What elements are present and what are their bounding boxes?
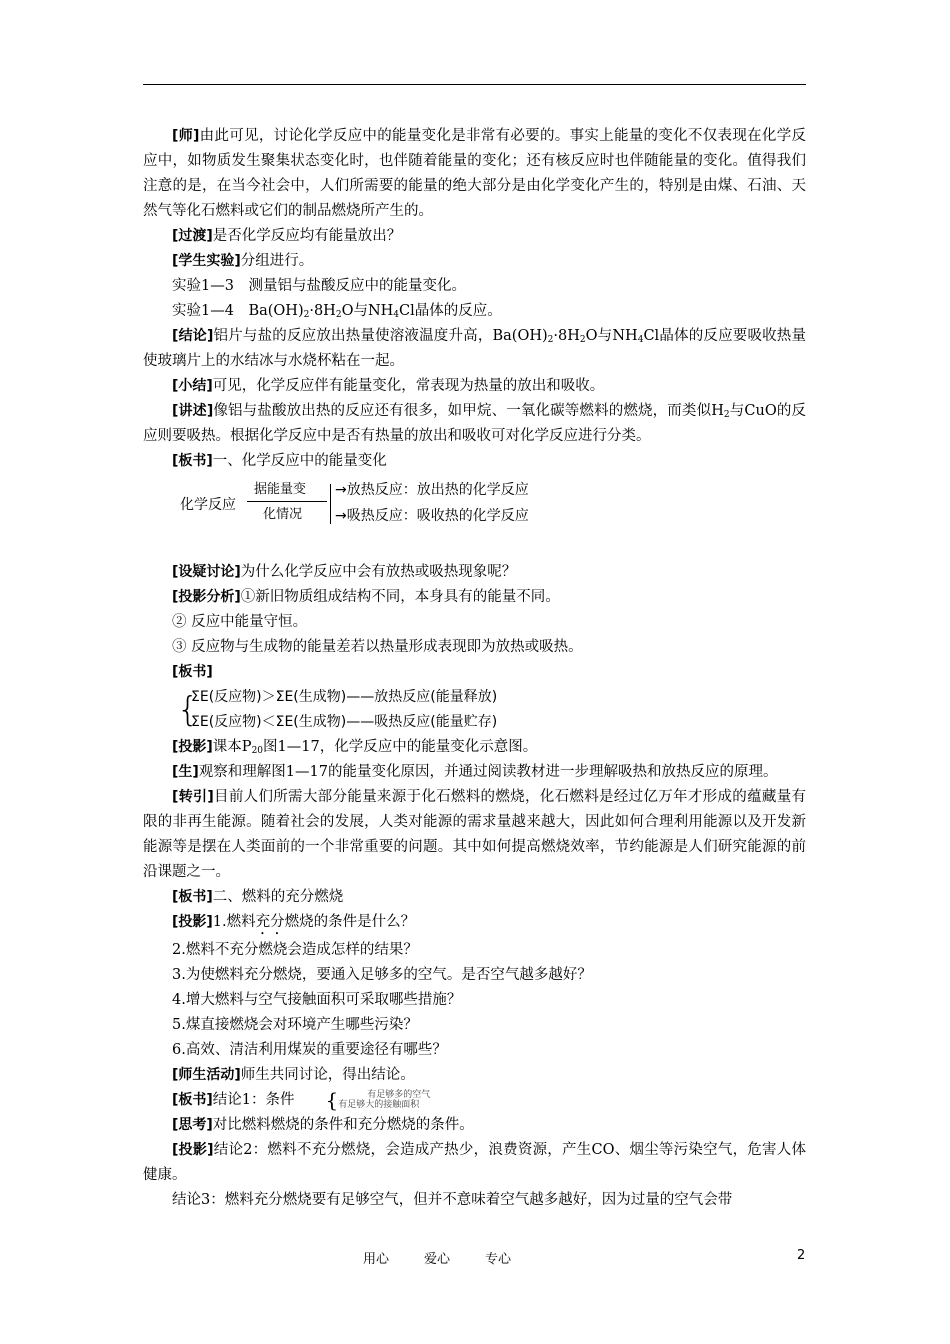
tag: [板书] — [172, 889, 213, 905]
para-text: 为什么化学反应中会有放热或吸热现象呢？ — [240, 564, 517, 580]
para-board-1 — [143, 449, 806, 474]
para-text: 结论2：燃料不充分燃烧，会造成产热少，浪费资源，产生CO、烟尘等污染空气，危害人体健康。 — [143, 1142, 806, 1183]
conditions-brace — [297, 1090, 431, 1110]
left-brace-icon: { — [177, 690, 199, 730]
para-text: 可见，化学反应伴有能量变化，常表现为热量的放出和吸收。 — [212, 378, 605, 394]
tag: [生] — [172, 764, 199, 780]
tag: [投影] — [172, 1142, 214, 1158]
para-text: 分组进行。 — [240, 253, 314, 269]
subscript: 2 — [579, 335, 586, 345]
subscript: 2 — [723, 410, 730, 420]
para-student-experiment — [143, 249, 806, 274]
text-run: Cl晶体的反应。 — [399, 303, 502, 319]
para-conclusion-3 — [143, 1188, 806, 1213]
header-rule — [143, 84, 806, 85]
question-3 — [143, 963, 806, 988]
reaction-classification-diagram — [143, 476, 806, 538]
text-run: O与NH — [585, 328, 638, 344]
para-think — [143, 1113, 806, 1138]
para-question — [143, 560, 806, 585]
para-text: ③ 反应物与生成物的能量差若以热量形成表现即为放热或吸热。 — [172, 639, 583, 655]
para-lecture — [143, 399, 806, 449]
condition-2: 有足够大的接触面积 — [338, 1100, 420, 1110]
tag: [板书] — [172, 1092, 213, 1108]
para-activity — [143, 1063, 806, 1088]
para-teacher — [143, 124, 806, 224]
para-experiment-1-4 — [143, 299, 806, 324]
para-text: 实验1—3 测量铝与盐酸反应中的能量变化。 — [172, 278, 466, 294]
para-board-3 — [143, 885, 806, 910]
para-text: 结论1：条件 — [212, 1092, 295, 1108]
para-board-conclusion-1 — [143, 1088, 806, 1113]
tag: [思考] — [172, 1117, 213, 1133]
para-analysis-3 — [143, 635, 806, 660]
para-projection-questions — [143, 910, 806, 938]
para-text: 是否化学反应均有能量放出？ — [212, 228, 402, 244]
para-transfer — [143, 785, 806, 885]
para-text: 由此可见，讨论化学反应中的能量变化是非常有必要的。事实上能量的变化不仅表现在化学反应中，如物质发生聚集状态变化时，也伴随着能量的变化；还有核反应时也伴随能量的变化。值得我们注意的是，在当今社会中，人们所需要的能量的绝大部分是由化学变化产生的，特别是由煤、石油、天然气等化石燃料或它们的制品燃烧所产生的。 — [143, 128, 806, 219]
footer-motto-3: 专心 — [485, 1252, 512, 1267]
para-text: 4.增大燃料与空气接触面积可采取哪些措施？ — [172, 992, 462, 1008]
classification-branch-exothermic: →放热反应：放出热的化学反应 — [335, 482, 529, 498]
para-text: 5.煤直接燃烧会对环境产生哪些污染？ — [172, 1017, 418, 1033]
page-number: 2 — [797, 1248, 806, 1263]
para-experiment-1-3 — [143, 274, 806, 299]
text-run: 1.燃料 — [212, 914, 256, 930]
para-projection-analysis — [143, 585, 806, 610]
classification-branch-endothermic: →吸热反应：吸收热的化学反应 — [335, 508, 529, 524]
para-text: 师生共同讨论，得出结论。 — [240, 1067, 415, 1083]
para-text: 二、燃料的充分燃烧 — [212, 889, 344, 905]
subscript: 4 — [393, 310, 400, 320]
subscript: 2 — [303, 310, 310, 320]
tag: [投影] — [172, 739, 213, 755]
left-brace-icon: { — [325, 1088, 339, 1112]
para-text: ①新旧物质组成结构不同，本身具有的能量不同。 — [240, 589, 560, 605]
tag: [师] — [172, 128, 200, 144]
text-run: 与CuO的反应则要吸热。根据化学反应中是否有热量的放出和吸收可对化学反应进行分类。 — [143, 403, 807, 444]
tag: [投影] — [172, 914, 213, 930]
tag: [小结] — [172, 378, 213, 394]
question-6 — [143, 1038, 806, 1063]
para-transition — [143, 224, 806, 249]
classification-condition-bottom: 化情况 — [263, 507, 303, 522]
para-conclusion — [143, 324, 806, 374]
tag: [讲述] — [172, 403, 214, 419]
tag: [师生活动] — [172, 1067, 241, 1083]
tag: [转引] — [172, 789, 214, 805]
footer-motto-1: 用心 — [363, 1252, 390, 1267]
para-student — [143, 760, 806, 785]
classification-condition-top: 据能量变 — [254, 482, 307, 497]
classification-bracket — [330, 484, 331, 524]
para-text: 2.燃料不充分燃烧会造成怎样的结果？ — [172, 942, 418, 958]
text-run: 课本P — [212, 739, 252, 755]
subscript: 4 — [637, 335, 644, 345]
text-run: 像铝与盐酸放出热的反应还有很多，如甲烷、一氧化碳等燃料的燃烧，而类似H — [213, 403, 724, 419]
condition-1: 有足够多的空气 — [367, 1090, 431, 1100]
para-text: 一、化学反应中的能量变化 — [212, 453, 387, 469]
tag: [设疑讨论] — [172, 564, 241, 580]
subscript: 2 — [547, 335, 554, 345]
question-4 — [143, 988, 806, 1013]
question-5 — [143, 1013, 806, 1038]
tag: [板书] — [172, 664, 213, 680]
para-text: 结论3：燃料充分燃烧要有足够空气，但并不意味着空气越多越好，因为过量的空气会带 — [172, 1192, 733, 1208]
text-run: ·8H — [553, 328, 580, 344]
para-text: ② 反应中能量守恒。 — [172, 614, 308, 630]
tag: [学生实验] — [172, 253, 241, 269]
para-text: 观察和理解图1—17的能量变化原因，并通过阅读教材进一步理解吸热和放热反应的原理。 — [198, 764, 778, 780]
tag: [过渡] — [172, 228, 213, 244]
text-run: 燃烧的条件是什么？ — [284, 914, 416, 930]
para-analysis-2 — [143, 610, 806, 635]
energy-comparison — [143, 685, 806, 735]
tag: [板书] — [172, 453, 213, 469]
text-run: 图1—17，化学反应中的能量变化示意图。 — [263, 739, 538, 755]
para-text: 对比燃料燃烧的条件和充分燃烧的条件。 — [212, 1117, 474, 1133]
text-run: 铝片与盐的反应放出热量使溶液温度升高，Ba(OH) — [213, 328, 548, 344]
para-projection-conclusion-2 — [143, 1138, 806, 1188]
classification-root: 化学反应 — [180, 497, 236, 513]
para-board-2 — [143, 660, 806, 685]
para-projection-figure — [143, 735, 806, 760]
para-text: 3.为使燃料充分燃烧，要通入足够多的空气。是否空气越多越好？ — [172, 967, 592, 983]
subscript: 20 — [251, 746, 264, 756]
conditions-stack — [338, 1090, 430, 1110]
para-summary — [143, 374, 806, 399]
para-text: 6.高效、清洁利用煤炭的重要途径有哪些？ — [172, 1042, 447, 1058]
text-run: O与NH — [341, 303, 394, 319]
text-run: ·8H — [309, 303, 336, 319]
para-text: 目前人们所需大部分能量来源于化石燃料的燃烧，化石燃料是经过亿万年才形成的蕴藏量有限的非再生能源。随着社会的发展，人类对能源的需求量越来越大，因此如何合理利用能源以及开发新能源等是摆在人类面前的一个非常重要的问题。其中如何提高燃烧效率，节约能源是人们研究能源的前沿课题之一。 — [143, 789, 806, 880]
energy-exothermic-line: ΣE(反应物)＞ΣE(生成物)——放热反应(能量释放) — [191, 689, 498, 705]
page-body — [143, 124, 806, 1213]
question-2 — [143, 938, 806, 963]
text-run: 实验1—4 Ba(OH) — [172, 303, 304, 319]
tag: [投影分析] — [172, 589, 241, 605]
footer-motto-2: 爱心 — [424, 1252, 451, 1267]
text-run: Cl晶体的反应要吸收热量使玻璃片上的水结冰与水烧杯粘在一起。 — [143, 328, 806, 369]
subscript: 2 — [335, 310, 342, 320]
tag: [结论] — [172, 328, 214, 344]
emphasis-text: 充分 — [255, 914, 285, 930]
energy-endothermic-line: ΣE(反应物)＜ΣE(生成物)——吸热反应(能量贮存) — [191, 714, 498, 730]
